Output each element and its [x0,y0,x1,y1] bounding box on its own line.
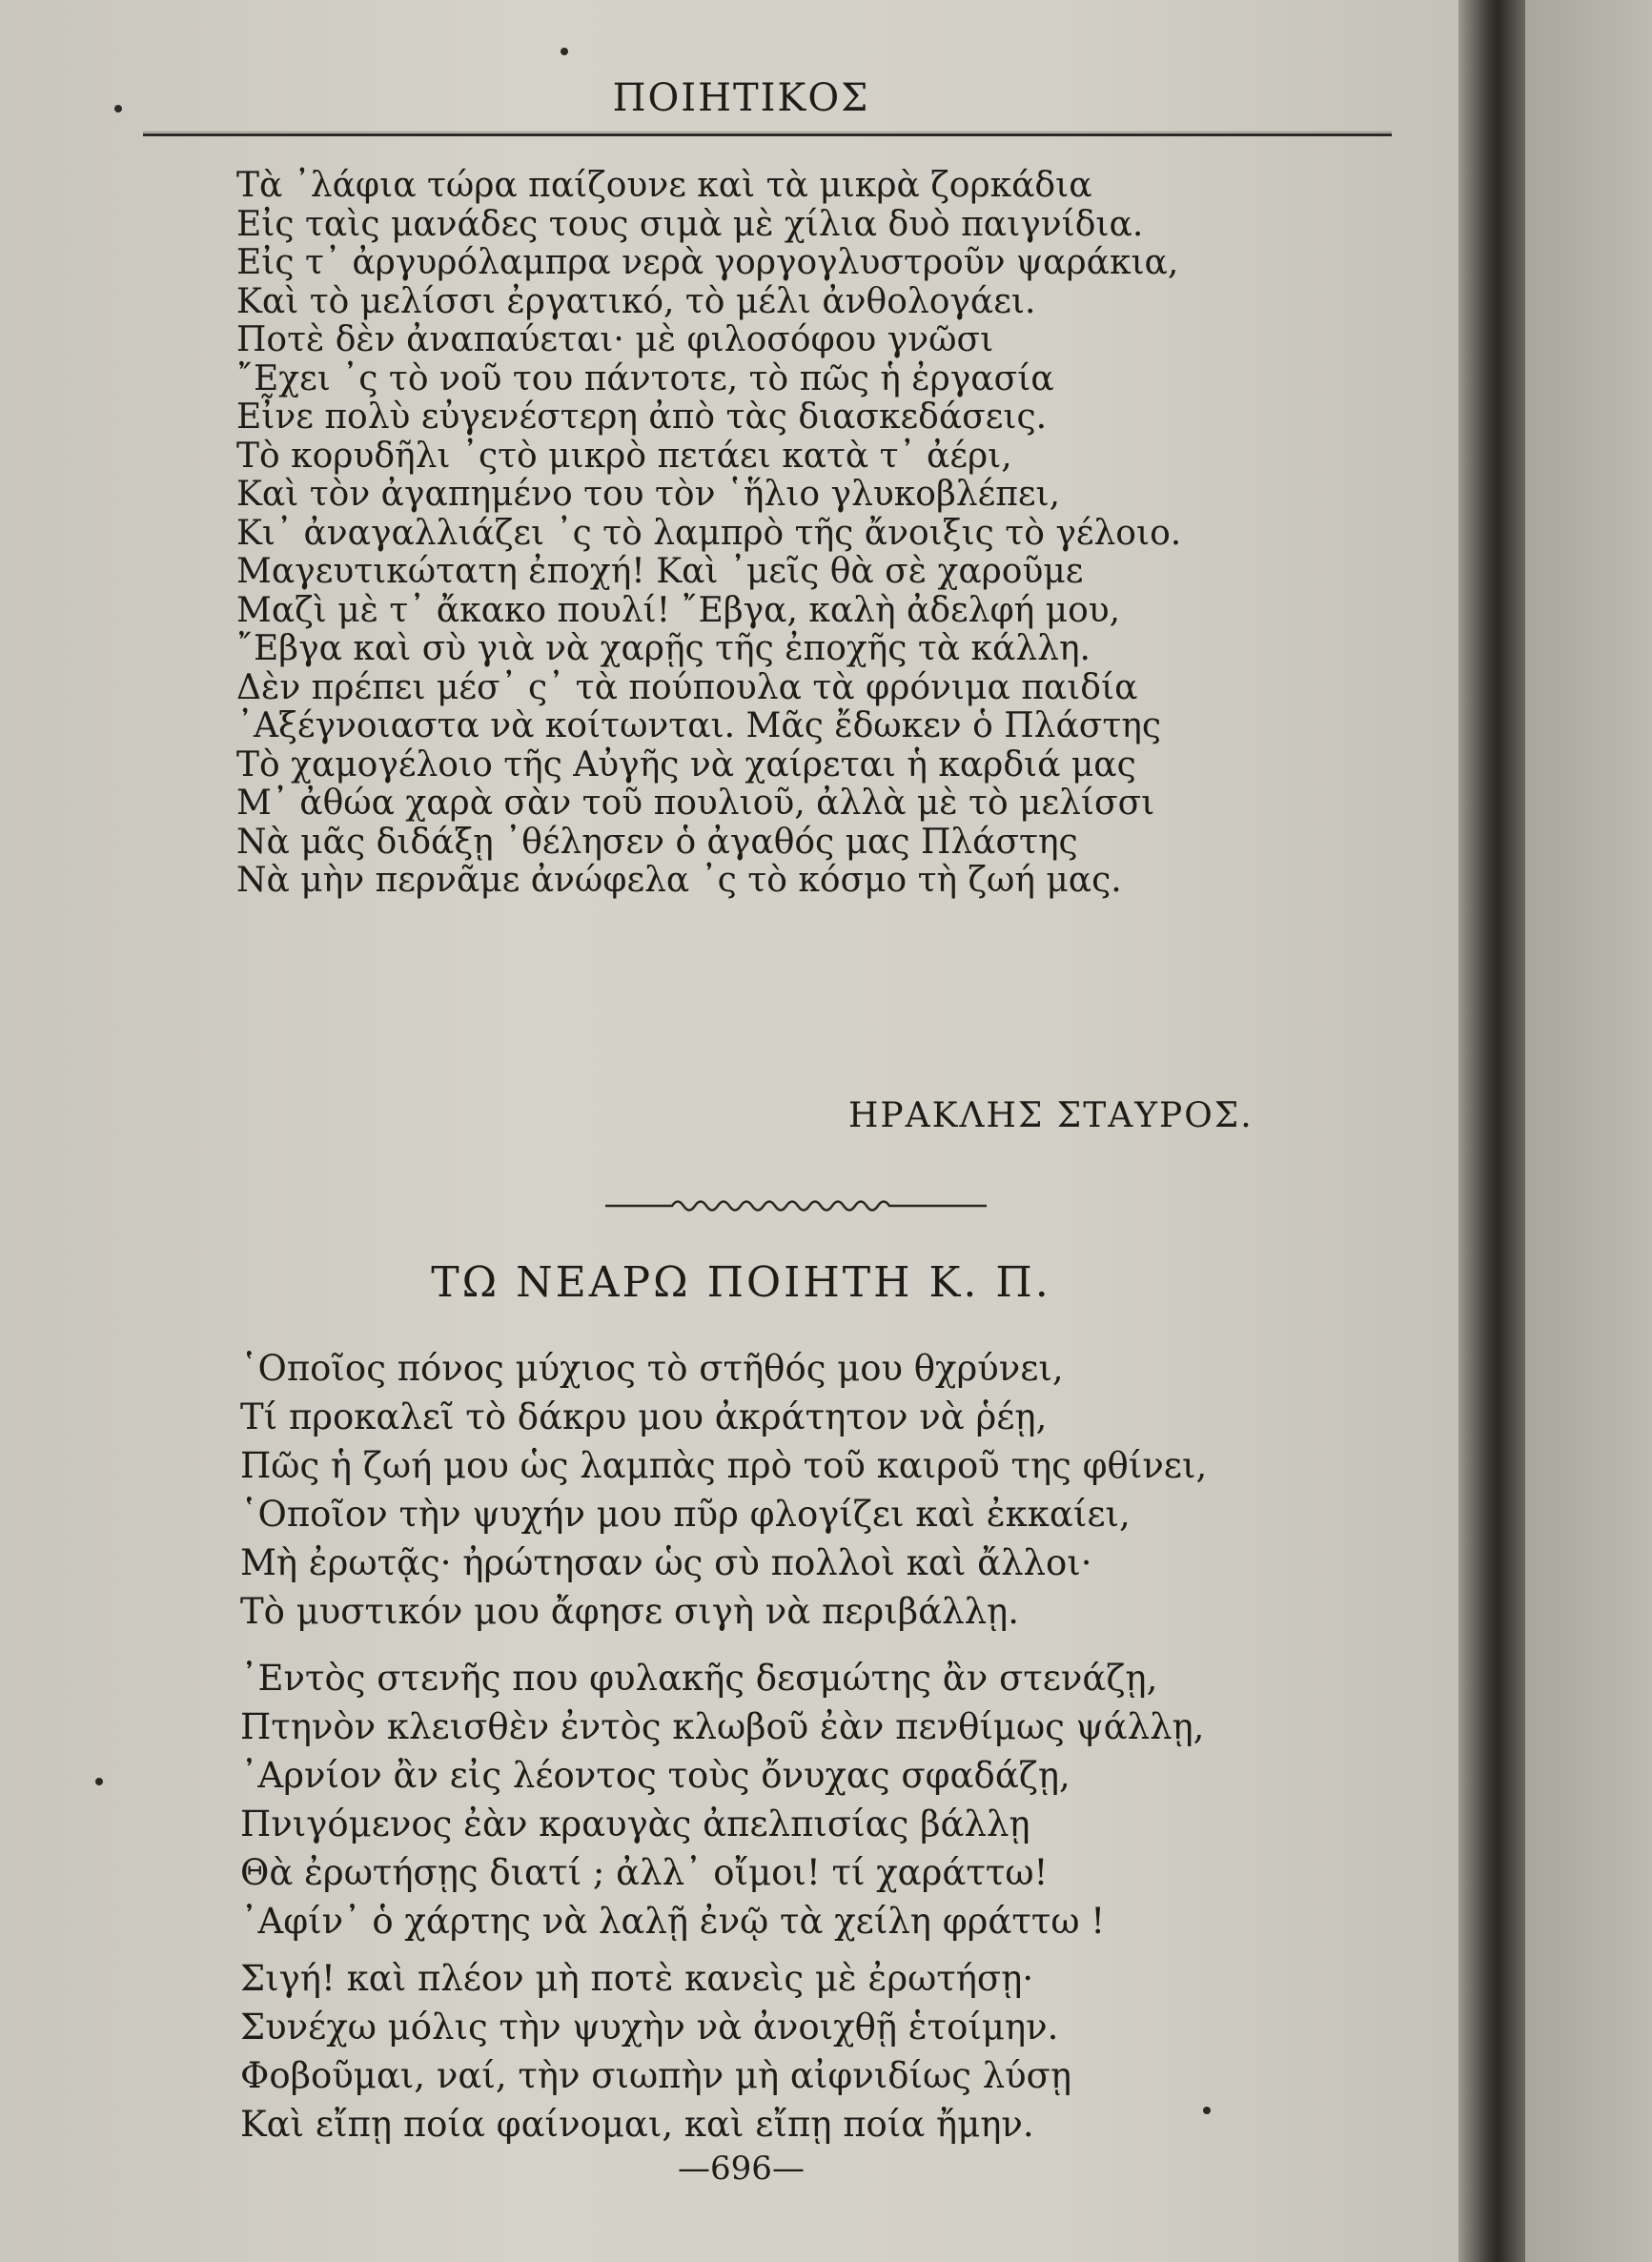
poem-line: ᾿Αφίν᾿ ὁ χάρτης νὰ λαλῇ ἐνῷ τὰ χείλη φράττω ! [240,1901,1106,1942]
running-header: ΠΟΙΗΤΙΚΟΣ [612,76,870,120]
book-gutter [1458,0,1525,2262]
ink-speck [114,105,122,112]
poem-line: ᾿Αρνίον ἂν εἰς λέοντος τοὺς ὄνυχας σφαδάζῃ, [240,1755,1071,1796]
ornament-divider [605,1192,987,1220]
poem-line: Τὰ ᾿λάφια τώρα παίζουνε καὶ τὰ μικρὰ ζορκάδια [236,166,1092,205]
poem-line: ῾Οποῖος πόνος μύχιος τὸ στῆθός μου θχρύνει, [240,1348,1064,1389]
poem-line: Πτηνὸν κλεισθὲν ἐντὸς κλωβοῦ ἐὰν πενθίμως ψάλλῃ, [240,1706,1205,1747]
poem-line: Μὴ ἐρωτᾷς· ἠρώτησαν ὡς σὺ πολλοὶ καὶ ἄλλοι· [240,1542,1092,1583]
poem-line: Τὸ μυστικόν μου ἄφησε σιγὴ νὰ περιβάλλῃ. [240,1591,1019,1632]
poem-2-title: ΤΩ ΝΕΑΡΩ ΠΟΙΗΤΗ Κ. Π. [431,1258,1051,1307]
poem-line: Τὸ κορυδῆλι ᾿ςτὸ μικρὸ πετάει κατὰ τ᾿ ἀέρι, [236,436,1012,476]
poem-line: Μ᾿ ἀθώα χαρὰ σὰν τοῦ πουλιοῦ, ἀλλὰ μὲ τὸ μελίσσι [236,784,1155,823]
poem-line: Μαζὶ μὲ τ᾿ ἄκακο πουλί! ῎Εβγα, καλὴ ἀδελφή μου, [236,590,1121,630]
poem-2-stanza-3 [240,1954,1071,2149]
poem-line: Πνιγόμενος ἐὰν κραυγὰς ἀπελπισίας βάλλῃ [240,1803,1030,1844]
poem-line: ῾Οποῖον τὴν ψυχήν μου πῦρ φλογίζει καὶ ἐκκαίει, [240,1494,1131,1535]
poem-line: Πῶς ἡ ζωή μου ὡς λαμπὰς πρὸ τοῦ καιροῦ της φθίνει, [240,1445,1208,1486]
header-rule [143,133,1392,136]
poem-line: Καὶ τὸ μελίσσι ἐργατικό, τὸ μέλι ἀνθολογάει. [236,281,1036,321]
page-number: —696— [678,2150,805,2188]
poem-line: ᾿Αξέγνοιαστα νὰ κοίτωνται. Μᾶς ἔδωκεν ὁ Πλάστης [236,706,1161,745]
author-signature: ΗΡΑΚΛΗΣ ΣΤΑΥΡΟΣ. [848,1096,1254,1135]
poem-line: Εἶνε πολὺ εὐγενέστερη ἀπὸ τὰς διασκεδάσεις. [236,397,1048,437]
poem-line: Ποτὲ δὲν ἀναπαύεται· μὲ φιλοσόφου γνῶσι [236,320,994,359]
adjacent-page-edge [1525,0,1652,2262]
poem-line: Σιγή! καὶ πλέον μὴ ποτὲ κανεὶς μὲ ἐρωτήσῃ· [240,1958,1034,1999]
poem-line: Φοβοῦμαι, ναί, τὴν σιωπὴν μὴ αἰφνιδίως λύσῃ [240,2055,1072,2096]
ink-speck [1203,2107,1211,2114]
poem-line: Νὰ μᾶς διδάξῃ ᾿θέλησεν ὁ ἀγαθός μας Πλάστης [236,822,1078,862]
poem-line: Καὶ τὸν ἀγαπημένο του τὸν ῾ἥλιο γλυκοβλέπει, [236,475,1061,514]
poem-line: Εἰς τ᾿ ἀργυρόλαμπρα νερὰ γοργογλυστροῦν ψαράκια, [236,243,1179,282]
poem-2-stanza-2 [240,1654,1204,1946]
poem-2-stanza-1 [240,1344,1207,1636]
poem-line: ᾿Εντὸς στενῆς που φυλακῆς δεσμώτης ἂν στενάζῃ, [240,1658,1158,1699]
poem-line: Τὸ χαμογέλοιο τῆς Αὐγῆς νὰ χαίρεται ἡ καρδιά μας [236,744,1136,785]
poem-line: Θὰ ἐρωτήσῃς διατί ; ἀλλ᾿ οἴμοι! τί χαράττω! [240,1852,1049,1893]
poem-line: Συνέχω μόλις τὴν ψυχὴν νὰ ἀνοιχθῇ ἑτοίμην. [240,2007,1059,2048]
poem-line: Εἰς ταὶς μανάδες τους σιμὰ μὲ χίλια δυὸ παιγνίδια. [236,204,1144,244]
poem-1 [236,167,1181,901]
poem-line: ῎Εβγα καὶ σὺ γιὰ νὰ χαρῇς τῆς ἐποχῆς τὰ κάλλη. [236,629,1091,668]
poem-line: Μαγευτικώτατη ἐποχή! Καὶ ᾿μεῖς θὰ σὲ χαροῦμε [236,552,1084,591]
poem-line: Τί προκαλεῖ τὸ δάκρυ μου ἀκράτητον νὰ ῥέῃ, [240,1396,1048,1437]
poem-line: Κι᾿ ἀναγαλλιάζει ᾿ς τὸ λαμπρὸ τῆς ἄνοιξις τὸ γέλοιο. [236,513,1182,553]
poem-line: Νὰ μὴν περνᾶμε ἀνώφελα ᾿ς τὸ κόσμο τὴ ζωή μας. [236,861,1122,900]
ink-speck [95,1778,103,1785]
poem-line: Δὲν πρέπει μέσ᾿ ς᾿ τὰ πούπουλα τὰ φρόνιμα παιδία [236,667,1138,707]
poem-line: ῎Εχει ᾿ς τὸ νοῦ του πάντοτε, τὸ πῶς ἡ ἐργασία [236,358,1054,398]
poem-line: Καὶ εἴπῃ ποία φαίνομαι, καὶ εἴπῃ ποία ἤμην. [240,2104,1034,2145]
ink-speck [561,48,568,55]
